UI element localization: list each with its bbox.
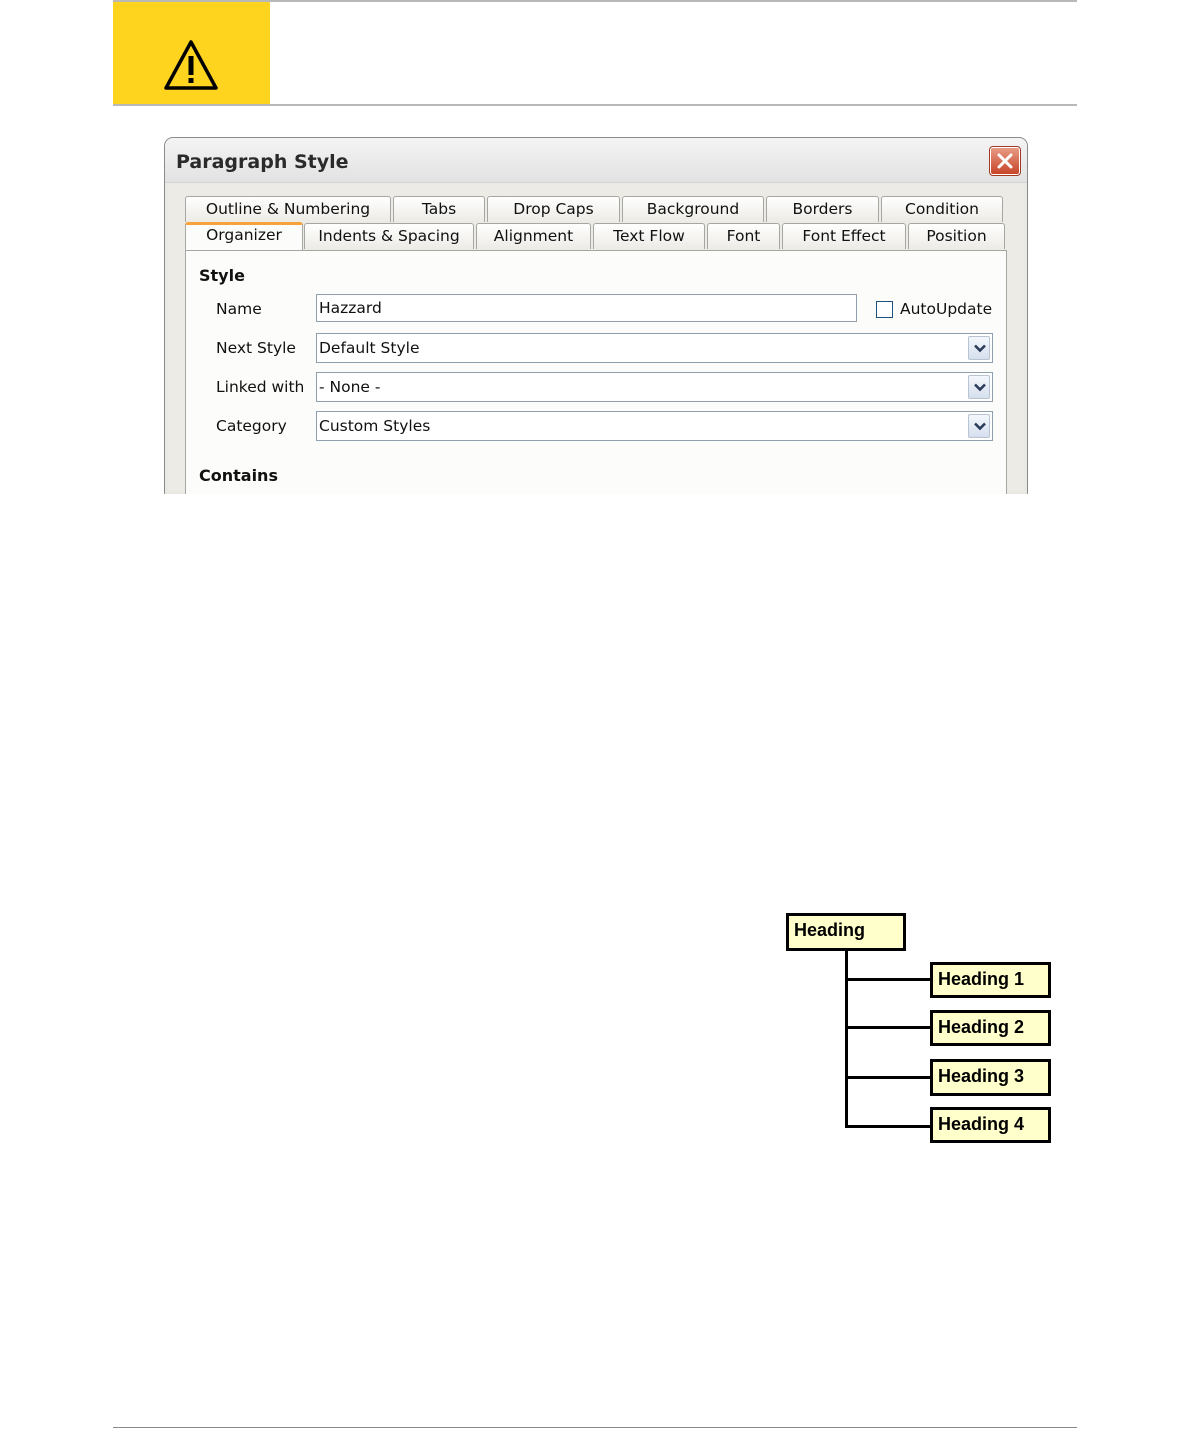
linked-with-select[interactable] — [316, 372, 993, 402]
tab-text-flow[interactable]: Text Flow — [593, 223, 705, 249]
caution-banner — [113, 2, 270, 104]
style-section-heading: Style — [199, 266, 245, 285]
diagram-branch-line — [845, 1026, 932, 1029]
tab-drop-caps[interactable]: Drop Caps — [487, 196, 620, 222]
paragraph-style-dialog — [164, 137, 1028, 494]
close-button[interactable] — [990, 147, 1020, 175]
next-style-value: Default Style — [319, 339, 420, 357]
diagram-heading-4: Heading 4 — [930, 1107, 1051, 1143]
diagram-heading-2: Heading 2 — [930, 1010, 1051, 1046]
linked-with-label: Linked with — [216, 378, 305, 396]
name-input[interactable]: Hazzard — [316, 294, 857, 322]
tab-borders[interactable]: Borders — [766, 196, 879, 222]
close-icon — [997, 153, 1013, 169]
category-dropdown-button[interactable] — [968, 414, 990, 438]
chevron-down-icon — [974, 344, 986, 353]
contains-section-heading: Contains — [199, 466, 278, 485]
category-select[interactable] — [316, 411, 993, 441]
dialog-title: Paragraph Style — [176, 151, 349, 173]
chevron-down-icon — [974, 422, 986, 431]
tab-alignment[interactable]: Alignment — [476, 223, 591, 249]
tab-font-effect[interactable]: Font Effect — [782, 223, 906, 249]
tab-background[interactable]: Background — [622, 196, 764, 222]
tab-indents-spacing[interactable]: Indents & Spacing — [304, 223, 474, 249]
diagram-heading-1: Heading 1 — [930, 962, 1051, 998]
diagram-heading-3: Heading 3 — [930, 1059, 1051, 1096]
title-bar — [165, 138, 1027, 183]
tab-position[interactable]: Position — [908, 223, 1005, 249]
next-style-label: Next Style — [216, 339, 296, 357]
diagram-root-heading: Heading — [786, 913, 906, 951]
tab-condition[interactable]: Condition — [881, 196, 1003, 222]
chevron-down-icon — [974, 383, 986, 392]
tab-tabs[interactable]: Tabs — [393, 196, 485, 222]
tab-outline-numbering[interactable]: Outline & Numbering — [185, 196, 391, 222]
next-style-select[interactable] — [316, 333, 993, 363]
tab-font[interactable]: Font — [707, 223, 780, 249]
category-label: Category — [216, 417, 287, 435]
next-style-dropdown-button[interactable] — [968, 336, 990, 360]
diagram-branch-line — [845, 1125, 932, 1128]
category-value: Custom Styles — [319, 417, 431, 435]
diagram-branch-line — [845, 1076, 932, 1079]
autoupdate-checkbox[interactable] — [876, 301, 893, 318]
tab-organizer[interactable]: Organizer — [185, 222, 303, 250]
warning-triangle-icon — [163, 39, 219, 91]
name-label: Name — [216, 300, 262, 318]
diagram-branch-line — [845, 978, 932, 981]
banner-rule — [113, 104, 1077, 106]
bottom-rule — [113, 1427, 1077, 1428]
linked-with-dropdown-button[interactable] — [968, 375, 990, 399]
autoupdate-label[interactable]: AutoUpdate — [900, 300, 993, 318]
linked-with-value: - None - — [319, 378, 381, 396]
